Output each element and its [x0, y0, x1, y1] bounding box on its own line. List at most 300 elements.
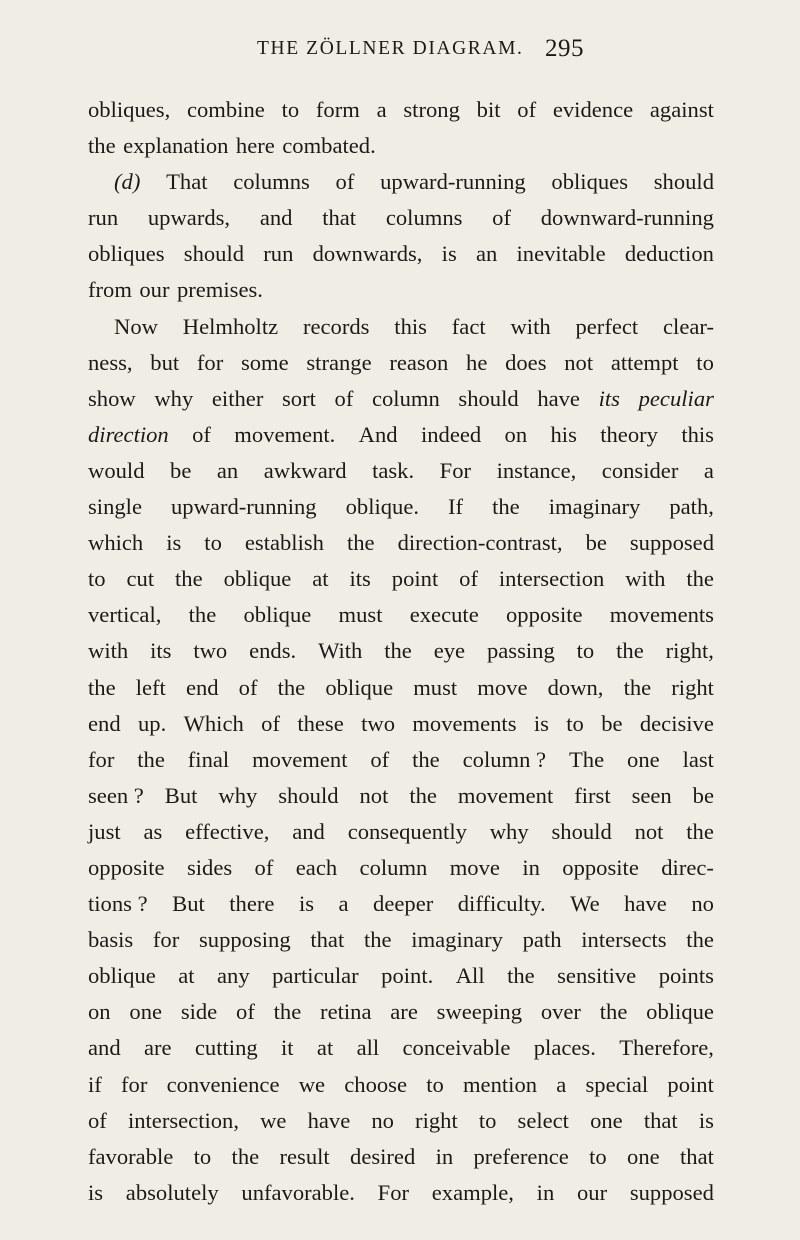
word: some	[240, 349, 289, 375]
text-line	[88, 886, 714, 922]
word: movements	[609, 602, 714, 628]
word: that	[680, 1143, 714, 1169]
word: of	[334, 385, 354, 411]
word: column	[371, 385, 440, 411]
word: oblique	[223, 566, 292, 592]
word: form	[315, 97, 360, 122]
word: combated.	[282, 133, 376, 159]
word: at	[178, 963, 195, 989]
word: downward-running	[540, 205, 714, 231]
word: that	[310, 927, 345, 953]
word: the	[616, 638, 644, 664]
word: be	[170, 457, 192, 483]
word: of	[370, 746, 390, 772]
word: If	[448, 494, 464, 520]
word: clear-	[663, 313, 714, 339]
word: for	[88, 746, 115, 772]
text-line	[88, 164, 714, 200]
word: are	[390, 999, 418, 1025]
word: special	[585, 1071, 649, 1097]
word: the	[384, 638, 412, 664]
word: premises.	[176, 277, 263, 303]
word: consequently	[347, 818, 467, 844]
word: to	[193, 1143, 212, 1169]
word: as	[143, 818, 163, 844]
word: one	[129, 999, 163, 1025]
word: effective,	[185, 818, 270, 844]
word: awkward	[263, 457, 347, 483]
page-number: 295	[545, 35, 584, 62]
word: tions ?	[88, 891, 148, 917]
word: All	[455, 963, 485, 989]
word: the	[273, 999, 302, 1025]
word: is	[298, 891, 315, 917]
word: for	[152, 927, 180, 953]
word: with	[88, 638, 129, 664]
word: at	[316, 1035, 334, 1061]
word: be	[692, 782, 714, 808]
word: the	[363, 927, 392, 953]
word: right	[671, 674, 714, 700]
word: for	[196, 349, 224, 375]
word: cut	[126, 566, 155, 592]
word: upwards,	[147, 205, 231, 231]
word: opposite	[505, 602, 583, 628]
italic-word: direction	[88, 421, 169, 447]
word: path	[522, 927, 562, 953]
word: cutting	[194, 1035, 258, 1061]
word: oblique	[243, 602, 312, 628]
word: the	[88, 133, 116, 159]
word: favorable	[88, 1143, 174, 1169]
word: which	[88, 530, 144, 556]
word: all	[356, 1035, 380, 1061]
word: this	[681, 421, 714, 447]
word: upward-running	[380, 169, 526, 195]
word: up.	[137, 710, 167, 736]
word: difficulty.	[457, 891, 546, 917]
text-line	[88, 92, 714, 128]
word: a	[703, 457, 714, 483]
word: single	[88, 494, 142, 520]
word: side	[180, 999, 218, 1025]
word: of	[335, 169, 355, 195]
body-text	[88, 92, 714, 1211]
word: combine	[186, 97, 265, 122]
word: bit	[476, 97, 501, 122]
word: he	[466, 349, 488, 375]
word: an	[216, 457, 239, 483]
word: the	[277, 674, 306, 700]
word: and	[259, 205, 293, 231]
text-line	[88, 706, 714, 742]
word: we	[298, 1071, 326, 1097]
word: passing	[486, 638, 555, 664]
word: in	[435, 1143, 454, 1169]
word: to	[696, 349, 714, 375]
word: inevitable	[516, 241, 606, 267]
word: and	[88, 1035, 121, 1061]
word: this	[394, 313, 427, 339]
word: is	[166, 530, 182, 556]
word: right	[415, 1107, 458, 1133]
word: be	[601, 710, 623, 736]
word: one	[627, 1143, 660, 1169]
word: would	[88, 457, 145, 483]
word: of	[236, 999, 255, 1025]
word: down,	[547, 674, 604, 700]
word: from	[88, 277, 132, 303]
word: why	[218, 782, 258, 808]
text-line	[88, 1103, 714, 1139]
word: Therefore,	[619, 1035, 714, 1061]
word: a	[556, 1071, 567, 1097]
word: intersection,	[127, 1107, 239, 1133]
word: its	[150, 638, 172, 664]
word: run	[263, 241, 294, 267]
word: establish	[244, 530, 324, 556]
word: the	[686, 566, 714, 592]
word: two	[361, 710, 395, 736]
word: task.	[372, 457, 415, 483]
word: have	[307, 1107, 351, 1133]
word: of	[459, 566, 478, 592]
text-line	[88, 561, 714, 597]
word: the	[492, 494, 520, 520]
text-line	[88, 1067, 714, 1103]
word: columns	[385, 205, 463, 231]
word: is	[441, 241, 457, 267]
word: That	[166, 169, 208, 195]
word: should	[458, 385, 519, 411]
text-line	[88, 633, 714, 669]
word: downwards,	[312, 241, 423, 267]
word: a	[376, 97, 387, 122]
word: explanation	[123, 133, 229, 159]
word: should	[653, 169, 714, 195]
word: select	[517, 1107, 569, 1133]
word: decisive	[639, 710, 714, 736]
word: its	[349, 566, 371, 592]
word: movement	[457, 782, 554, 808]
text-line	[88, 128, 714, 164]
word: Now	[114, 313, 158, 339]
word: preference	[473, 1143, 569, 1169]
word: path,	[669, 494, 714, 520]
word: movement.	[234, 421, 336, 447]
word: against	[649, 97, 714, 122]
word: on	[504, 421, 528, 447]
text-line	[88, 1030, 714, 1066]
word: one	[590, 1107, 623, 1133]
word: strong	[403, 97, 460, 122]
word: eye	[433, 638, 466, 664]
word: either	[211, 385, 264, 411]
word: is	[533, 710, 549, 736]
word: column	[359, 854, 428, 880]
word: each	[295, 854, 338, 880]
word: obliques	[551, 169, 628, 195]
word: our	[139, 277, 170, 303]
word: opposite	[88, 854, 165, 880]
word: is	[698, 1107, 714, 1133]
word: no	[691, 891, 714, 917]
word: to	[589, 1143, 607, 1169]
word: to	[566, 710, 584, 736]
word: is	[88, 1179, 104, 1205]
word: the	[88, 674, 116, 700]
word: to	[204, 530, 222, 556]
text-line	[88, 489, 714, 525]
text-line	[88, 814, 714, 850]
word: the	[686, 927, 714, 953]
word: the	[599, 999, 628, 1025]
word: of	[88, 1107, 107, 1133]
text-line	[88, 1175, 714, 1211]
text-line	[88, 272, 714, 308]
word: must	[338, 602, 383, 628]
text-line	[88, 778, 714, 814]
word: absolutely	[125, 1179, 219, 1205]
word: places.	[533, 1035, 596, 1061]
word: for	[121, 1071, 148, 1097]
word: basis	[88, 927, 134, 953]
text-line	[88, 453, 714, 489]
word: Which	[183, 710, 244, 736]
word: example,	[431, 1179, 514, 1205]
word: We	[570, 891, 600, 917]
word: with	[625, 566, 666, 592]
word: mention	[462, 1071, 538, 1097]
word: supposed	[629, 1179, 714, 1205]
word: point	[391, 566, 439, 592]
text-line	[88, 200, 714, 236]
word: supposing	[198, 927, 291, 953]
word: that	[322, 205, 357, 231]
word: to	[426, 1071, 444, 1097]
text-line	[88, 850, 714, 886]
word: particular	[272, 963, 359, 989]
word: have	[537, 385, 580, 411]
running-title: THE ZÖLLNER DIAGRAM.	[257, 38, 524, 59]
word: obliques,	[88, 97, 171, 122]
word: of	[517, 97, 537, 122]
word: one	[627, 746, 660, 772]
word: of	[192, 421, 211, 447]
word: conceivable	[402, 1035, 511, 1061]
word: the	[137, 746, 165, 772]
word: points	[658, 963, 714, 989]
word: to	[576, 638, 595, 664]
word: no	[371, 1107, 394, 1133]
word: over	[540, 999, 581, 1025]
word: execute	[409, 602, 479, 628]
word: should	[551, 818, 612, 844]
word: perfect	[575, 313, 639, 339]
word: point.	[381, 963, 434, 989]
word: oblique	[325, 674, 394, 700]
word: left	[135, 674, 166, 700]
word: direc-	[661, 854, 714, 880]
word: we	[260, 1107, 287, 1133]
word: to	[281, 97, 300, 122]
word: the	[507, 963, 535, 989]
word: oblique	[88, 963, 156, 989]
word: desired	[350, 1143, 416, 1169]
word: there	[229, 891, 275, 917]
word: convenience	[166, 1071, 280, 1097]
word: should	[183, 241, 245, 267]
text-line	[88, 417, 714, 453]
word: not	[359, 782, 389, 808]
word: that	[643, 1107, 678, 1133]
text-line	[88, 1139, 714, 1175]
word: with	[510, 313, 551, 339]
word: unfavorable.	[241, 1179, 355, 1205]
word: not	[634, 818, 664, 844]
word: For	[377, 1179, 410, 1205]
word: consider	[601, 457, 679, 483]
word: For	[439, 457, 472, 483]
word: have	[624, 891, 667, 917]
word: intersects	[581, 927, 667, 953]
text-line	[88, 525, 714, 561]
word: why	[154, 385, 194, 411]
word: end	[185, 674, 219, 700]
word: sides	[186, 854, 233, 880]
word: result	[279, 1143, 330, 1169]
word: imaginary	[548, 494, 641, 520]
word: last	[682, 746, 714, 772]
word: opposite	[562, 854, 639, 880]
word: With	[318, 638, 363, 664]
word: The	[568, 746, 605, 772]
word: direction-contrast,	[397, 530, 563, 556]
word: should	[278, 782, 339, 808]
word: fact	[451, 313, 486, 339]
word: the	[188, 602, 217, 628]
word: a	[338, 891, 349, 917]
word: of	[492, 205, 511, 231]
italic-word: peculiar	[638, 385, 714, 411]
word: and	[292, 818, 325, 844]
word: seen ?	[88, 782, 144, 808]
word: ness,	[88, 349, 133, 375]
word: here	[235, 133, 275, 159]
text-line	[88, 670, 714, 706]
word: evidence	[552, 97, 634, 122]
word: at	[312, 566, 329, 592]
word: deduction	[624, 241, 714, 267]
text-line	[88, 922, 714, 958]
word: But	[164, 782, 198, 808]
word: run	[88, 205, 119, 231]
word: the	[686, 818, 714, 844]
text-line	[88, 958, 714, 994]
word: in	[536, 1179, 555, 1205]
running-head	[0, 36, 800, 76]
word: not	[564, 349, 594, 375]
word: the	[623, 674, 652, 700]
word: to	[478, 1107, 497, 1133]
word: just	[88, 818, 121, 844]
word: retina	[320, 999, 372, 1025]
word: records	[302, 313, 370, 339]
word: any	[217, 963, 250, 989]
text-line	[88, 309, 714, 345]
word: choose	[344, 1071, 407, 1097]
word: must	[413, 674, 458, 700]
word: final	[187, 746, 230, 772]
word: the	[412, 746, 440, 772]
word: show	[88, 385, 136, 411]
word: to	[88, 566, 106, 592]
word: ends.	[249, 638, 297, 664]
word: sweeping	[436, 999, 523, 1025]
word: seen	[631, 782, 672, 808]
word: in	[522, 854, 540, 880]
word: on	[88, 999, 111, 1025]
text-line	[88, 597, 714, 633]
word: column ?	[462, 746, 547, 772]
word: instance,	[496, 457, 577, 483]
word: the	[409, 782, 437, 808]
word: his	[550, 421, 577, 447]
word: indeed	[420, 421, 482, 447]
word: the	[346, 530, 375, 556]
word: are	[143, 1035, 172, 1061]
italic-word: (d)	[114, 169, 141, 195]
word: of	[261, 710, 280, 736]
word: reason	[389, 349, 449, 375]
word: be	[585, 530, 607, 556]
word: of	[238, 674, 258, 700]
word: But	[172, 891, 205, 917]
word: an	[475, 241, 498, 267]
word: our	[576, 1179, 608, 1205]
word: obliques	[88, 241, 165, 267]
word: first	[574, 782, 611, 808]
word: does	[505, 349, 547, 375]
word: vertical,	[88, 602, 162, 628]
word: move	[449, 854, 500, 880]
word: the	[175, 566, 203, 592]
word: if	[88, 1071, 102, 1097]
word: why	[489, 818, 529, 844]
word: movements	[412, 710, 517, 736]
word: these	[297, 710, 344, 736]
word: And	[358, 421, 398, 447]
word: sensitive	[557, 963, 637, 989]
word: deeper	[373, 891, 434, 917]
word: move	[477, 674, 528, 700]
word: supposed	[629, 530, 714, 556]
word: movement	[252, 746, 348, 772]
word: the	[231, 1143, 260, 1169]
word: intersection	[498, 566, 605, 592]
word: sort	[281, 385, 316, 411]
word: it	[281, 1035, 294, 1061]
word: oblique.	[345, 494, 420, 520]
text-line	[88, 742, 714, 778]
text-line	[88, 236, 714, 272]
word: imaginary	[411, 927, 503, 953]
word: strange	[306, 349, 372, 375]
word: attempt	[610, 349, 679, 375]
text-line	[88, 381, 714, 417]
text-line	[88, 345, 714, 381]
word: right,	[665, 638, 714, 664]
